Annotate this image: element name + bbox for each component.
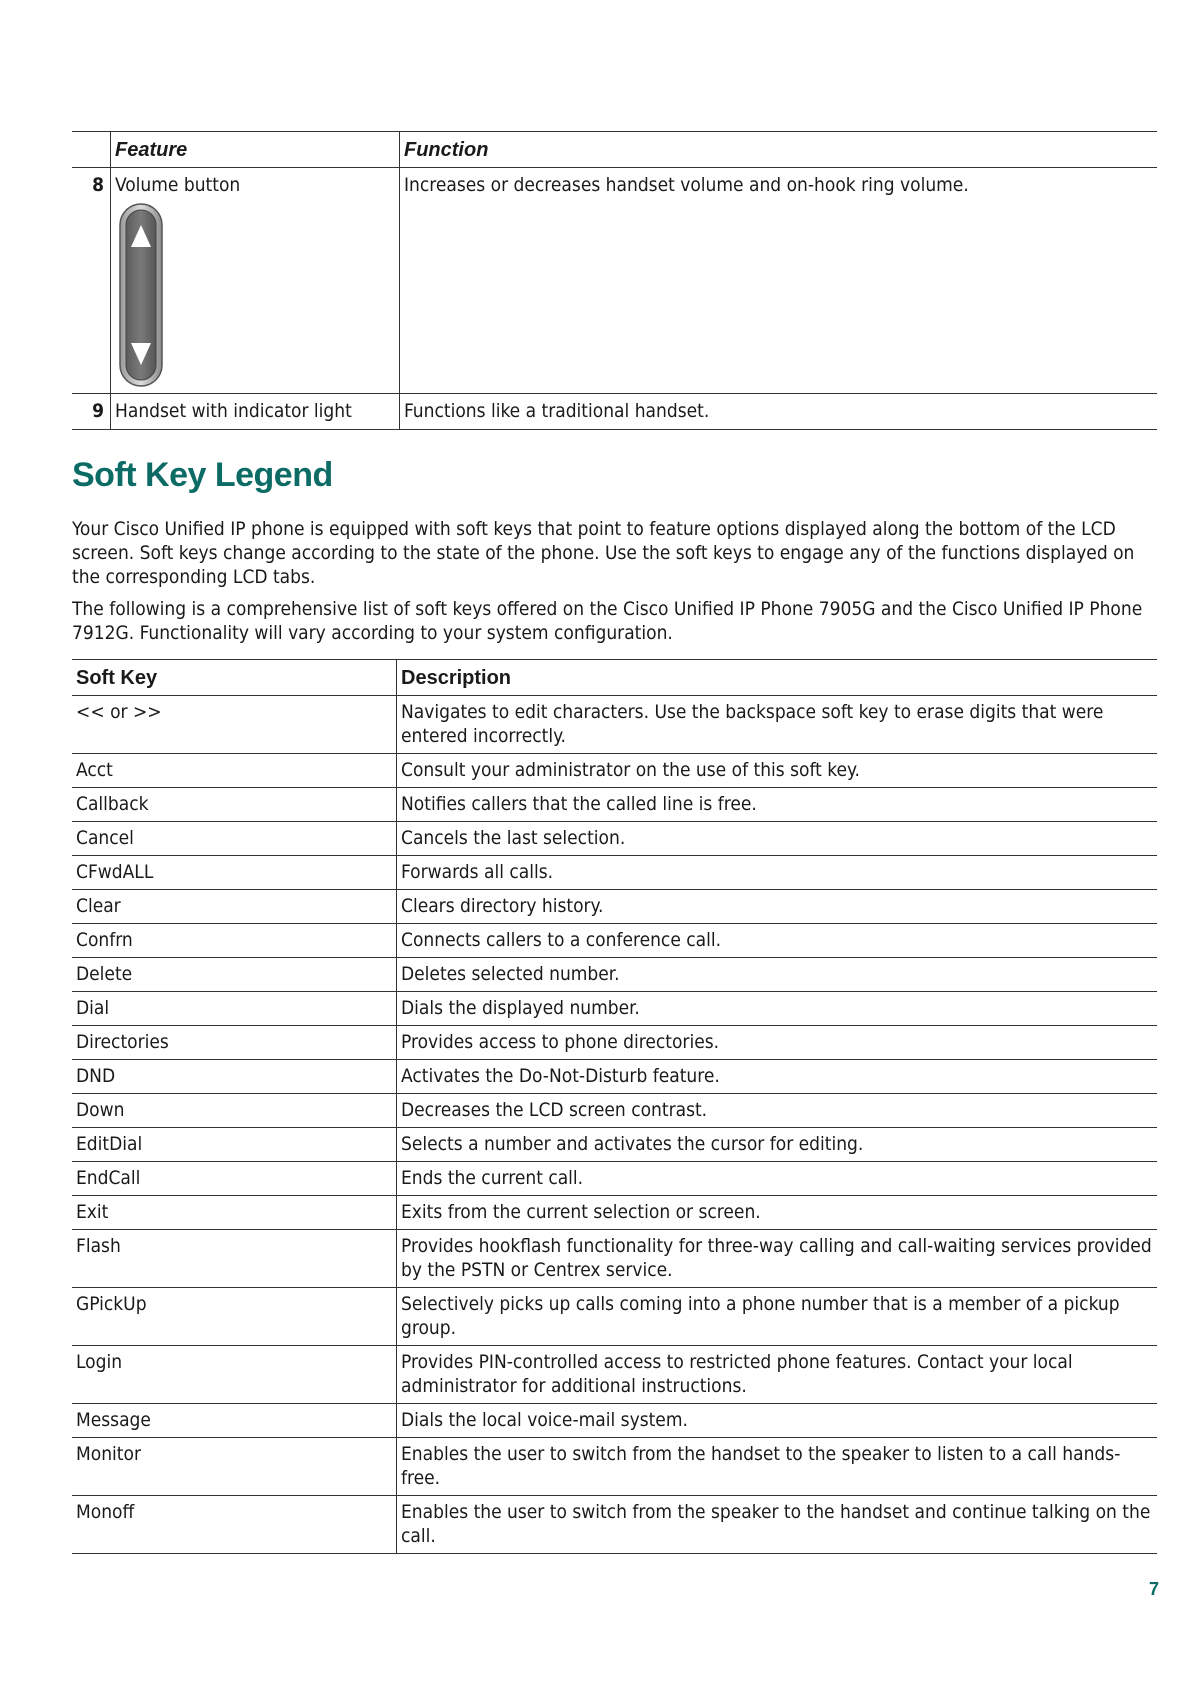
softkey-name: Confrn bbox=[72, 924, 397, 958]
softkey-name: GPickUp bbox=[72, 1288, 397, 1346]
softkey-description: Connects callers to a conference call. bbox=[397, 924, 1158, 958]
table-row bbox=[72, 1404, 1157, 1438]
softkey-name: DND bbox=[72, 1060, 397, 1094]
softkey-description: Decreases the LCD screen contrast. bbox=[397, 1094, 1158, 1128]
softkey-description: Activates the Do-Not-Disturb feature. bbox=[397, 1060, 1158, 1094]
softkey-description: Dials the local voice-mail system. bbox=[397, 1404, 1158, 1438]
softkey-table-header bbox=[72, 660, 1157, 696]
table-row bbox=[72, 856, 1157, 890]
softkey-description: Deletes selected number. bbox=[397, 958, 1158, 992]
table-row bbox=[72, 754, 1157, 788]
feature-number: 9 bbox=[72, 394, 111, 430]
intro-paragraph: Your Cisco Unified IP phone is equipped with soft keys that point to feature options displayed along the bottom of the LCD screen. Soft keys change according to the state of the phone. Use the soft keys to engage any of the functions displayed on the corresponding LCD tabs. bbox=[72, 518, 1135, 588]
feature-name: Handset with indicator light bbox=[111, 394, 400, 430]
table-row bbox=[72, 696, 1157, 754]
number-column-header bbox=[72, 132, 111, 168]
volume-button-icon bbox=[119, 203, 163, 387]
feature-table-header bbox=[72, 132, 1157, 168]
feature-table bbox=[72, 131, 1157, 430]
softkey-name: Login bbox=[72, 1346, 397, 1404]
softkey-description: Selectively picks up calls coming into a phone number that is a member of a pickup group. bbox=[397, 1288, 1158, 1346]
softkey-column-header: Soft Key bbox=[72, 660, 397, 696]
table-row bbox=[72, 924, 1157, 958]
softkey-description: Consult your administrator on the use of this soft key. bbox=[397, 754, 1158, 788]
softkey-name: Monoff bbox=[72, 1496, 397, 1554]
softkey-name: Flash bbox=[72, 1230, 397, 1288]
function-cell: Functions like a traditional handset. bbox=[400, 394, 1158, 430]
softkey-name: Monitor bbox=[72, 1438, 397, 1496]
table-row bbox=[72, 1196, 1157, 1230]
softkey-name: Directories bbox=[72, 1026, 397, 1060]
softkey-description: Notifies callers that the called line is free. bbox=[397, 788, 1158, 822]
feature-row bbox=[72, 394, 1157, 430]
softkey-name: Clear bbox=[72, 890, 397, 924]
table-row bbox=[72, 890, 1157, 924]
table-row bbox=[72, 1162, 1157, 1196]
softkey-name: Cancel bbox=[72, 822, 397, 856]
table-row bbox=[72, 1496, 1157, 1554]
feature-row bbox=[72, 168, 1157, 394]
softkey-name: EditDial bbox=[72, 1128, 397, 1162]
table-row bbox=[72, 1128, 1157, 1162]
intro-paragraph: The following is a comprehensive list of soft keys offered on the Cisco Unified IP Phone 7905G and the Cisco Unified IP Phone 7912G. Functionality will vary according to your system configuration. bbox=[72, 598, 1143, 644]
softkey-description: Provides access to phone directories. bbox=[397, 1026, 1158, 1060]
table-row bbox=[72, 822, 1157, 856]
function-cell: Increases or decreases handset volume and on-hook ring volume. bbox=[400, 168, 1158, 394]
table-row bbox=[72, 1438, 1157, 1496]
feature-cell bbox=[111, 168, 400, 394]
softkey-description: Selects a number and activates the cursor for editing. bbox=[397, 1128, 1158, 1162]
feature-number: 8 bbox=[72, 168, 111, 394]
feature-name: Volume button bbox=[115, 174, 241, 196]
softkey-name: << or >> bbox=[72, 696, 397, 754]
softkey-name: Message bbox=[72, 1404, 397, 1438]
softkey-description: Cancels the last selection. bbox=[397, 822, 1158, 856]
table-row bbox=[72, 1288, 1157, 1346]
softkey-description: Forwards all calls. bbox=[397, 856, 1158, 890]
softkey-name: EndCall bbox=[72, 1162, 397, 1196]
softkey-table bbox=[72, 659, 1157, 1554]
function-column-header: Function bbox=[400, 132, 1158, 168]
table-row bbox=[72, 788, 1157, 822]
softkey-description: Enables the user to switch from the speaker to the handset and continue talking on the call. bbox=[397, 1496, 1158, 1554]
softkey-name: Callback bbox=[72, 788, 397, 822]
table-row bbox=[72, 958, 1157, 992]
section-heading: Soft Key Legend bbox=[72, 456, 333, 494]
table-row bbox=[72, 1346, 1157, 1404]
softkey-description: Clears directory history. bbox=[397, 890, 1158, 924]
table-row bbox=[72, 992, 1157, 1026]
softkey-name: CFwdALL bbox=[72, 856, 397, 890]
table-row bbox=[72, 1230, 1157, 1288]
softkey-name: Down bbox=[72, 1094, 397, 1128]
softkey-name: Delete bbox=[72, 958, 397, 992]
softkey-description: Provides hookflash functionality for three-way calling and call-waiting services provided by the PSTN or Centrex service. bbox=[397, 1230, 1158, 1288]
softkey-description: Navigates to edit characters. Use the backspace soft key to erase digits that were entered incorrectly. bbox=[397, 696, 1158, 754]
feature-column-header: Feature bbox=[111, 132, 400, 168]
table-row bbox=[72, 1094, 1157, 1128]
softkey-description: Dials the displayed number. bbox=[397, 992, 1158, 1026]
softkey-name: Acct bbox=[72, 754, 397, 788]
softkey-table-body bbox=[72, 696, 1157, 1554]
description-column-header: Description bbox=[397, 660, 1158, 696]
table-row bbox=[72, 1026, 1157, 1060]
softkey-description: Provides PIN-controlled access to restricted phone features. Contact your local administrator for additional instructions. bbox=[397, 1346, 1158, 1404]
softkey-description: Ends the current call. bbox=[397, 1162, 1158, 1196]
table-row bbox=[72, 1060, 1157, 1094]
softkey-name: Dial bbox=[72, 992, 397, 1026]
page-number: 7 bbox=[1148, 1579, 1159, 1599]
softkey-name: Exit bbox=[72, 1196, 397, 1230]
softkey-description: Enables the user to switch from the handset to the speaker to listen to a call hands-free. bbox=[397, 1438, 1158, 1496]
softkey-description: Exits from the current selection or screen. bbox=[397, 1196, 1158, 1230]
